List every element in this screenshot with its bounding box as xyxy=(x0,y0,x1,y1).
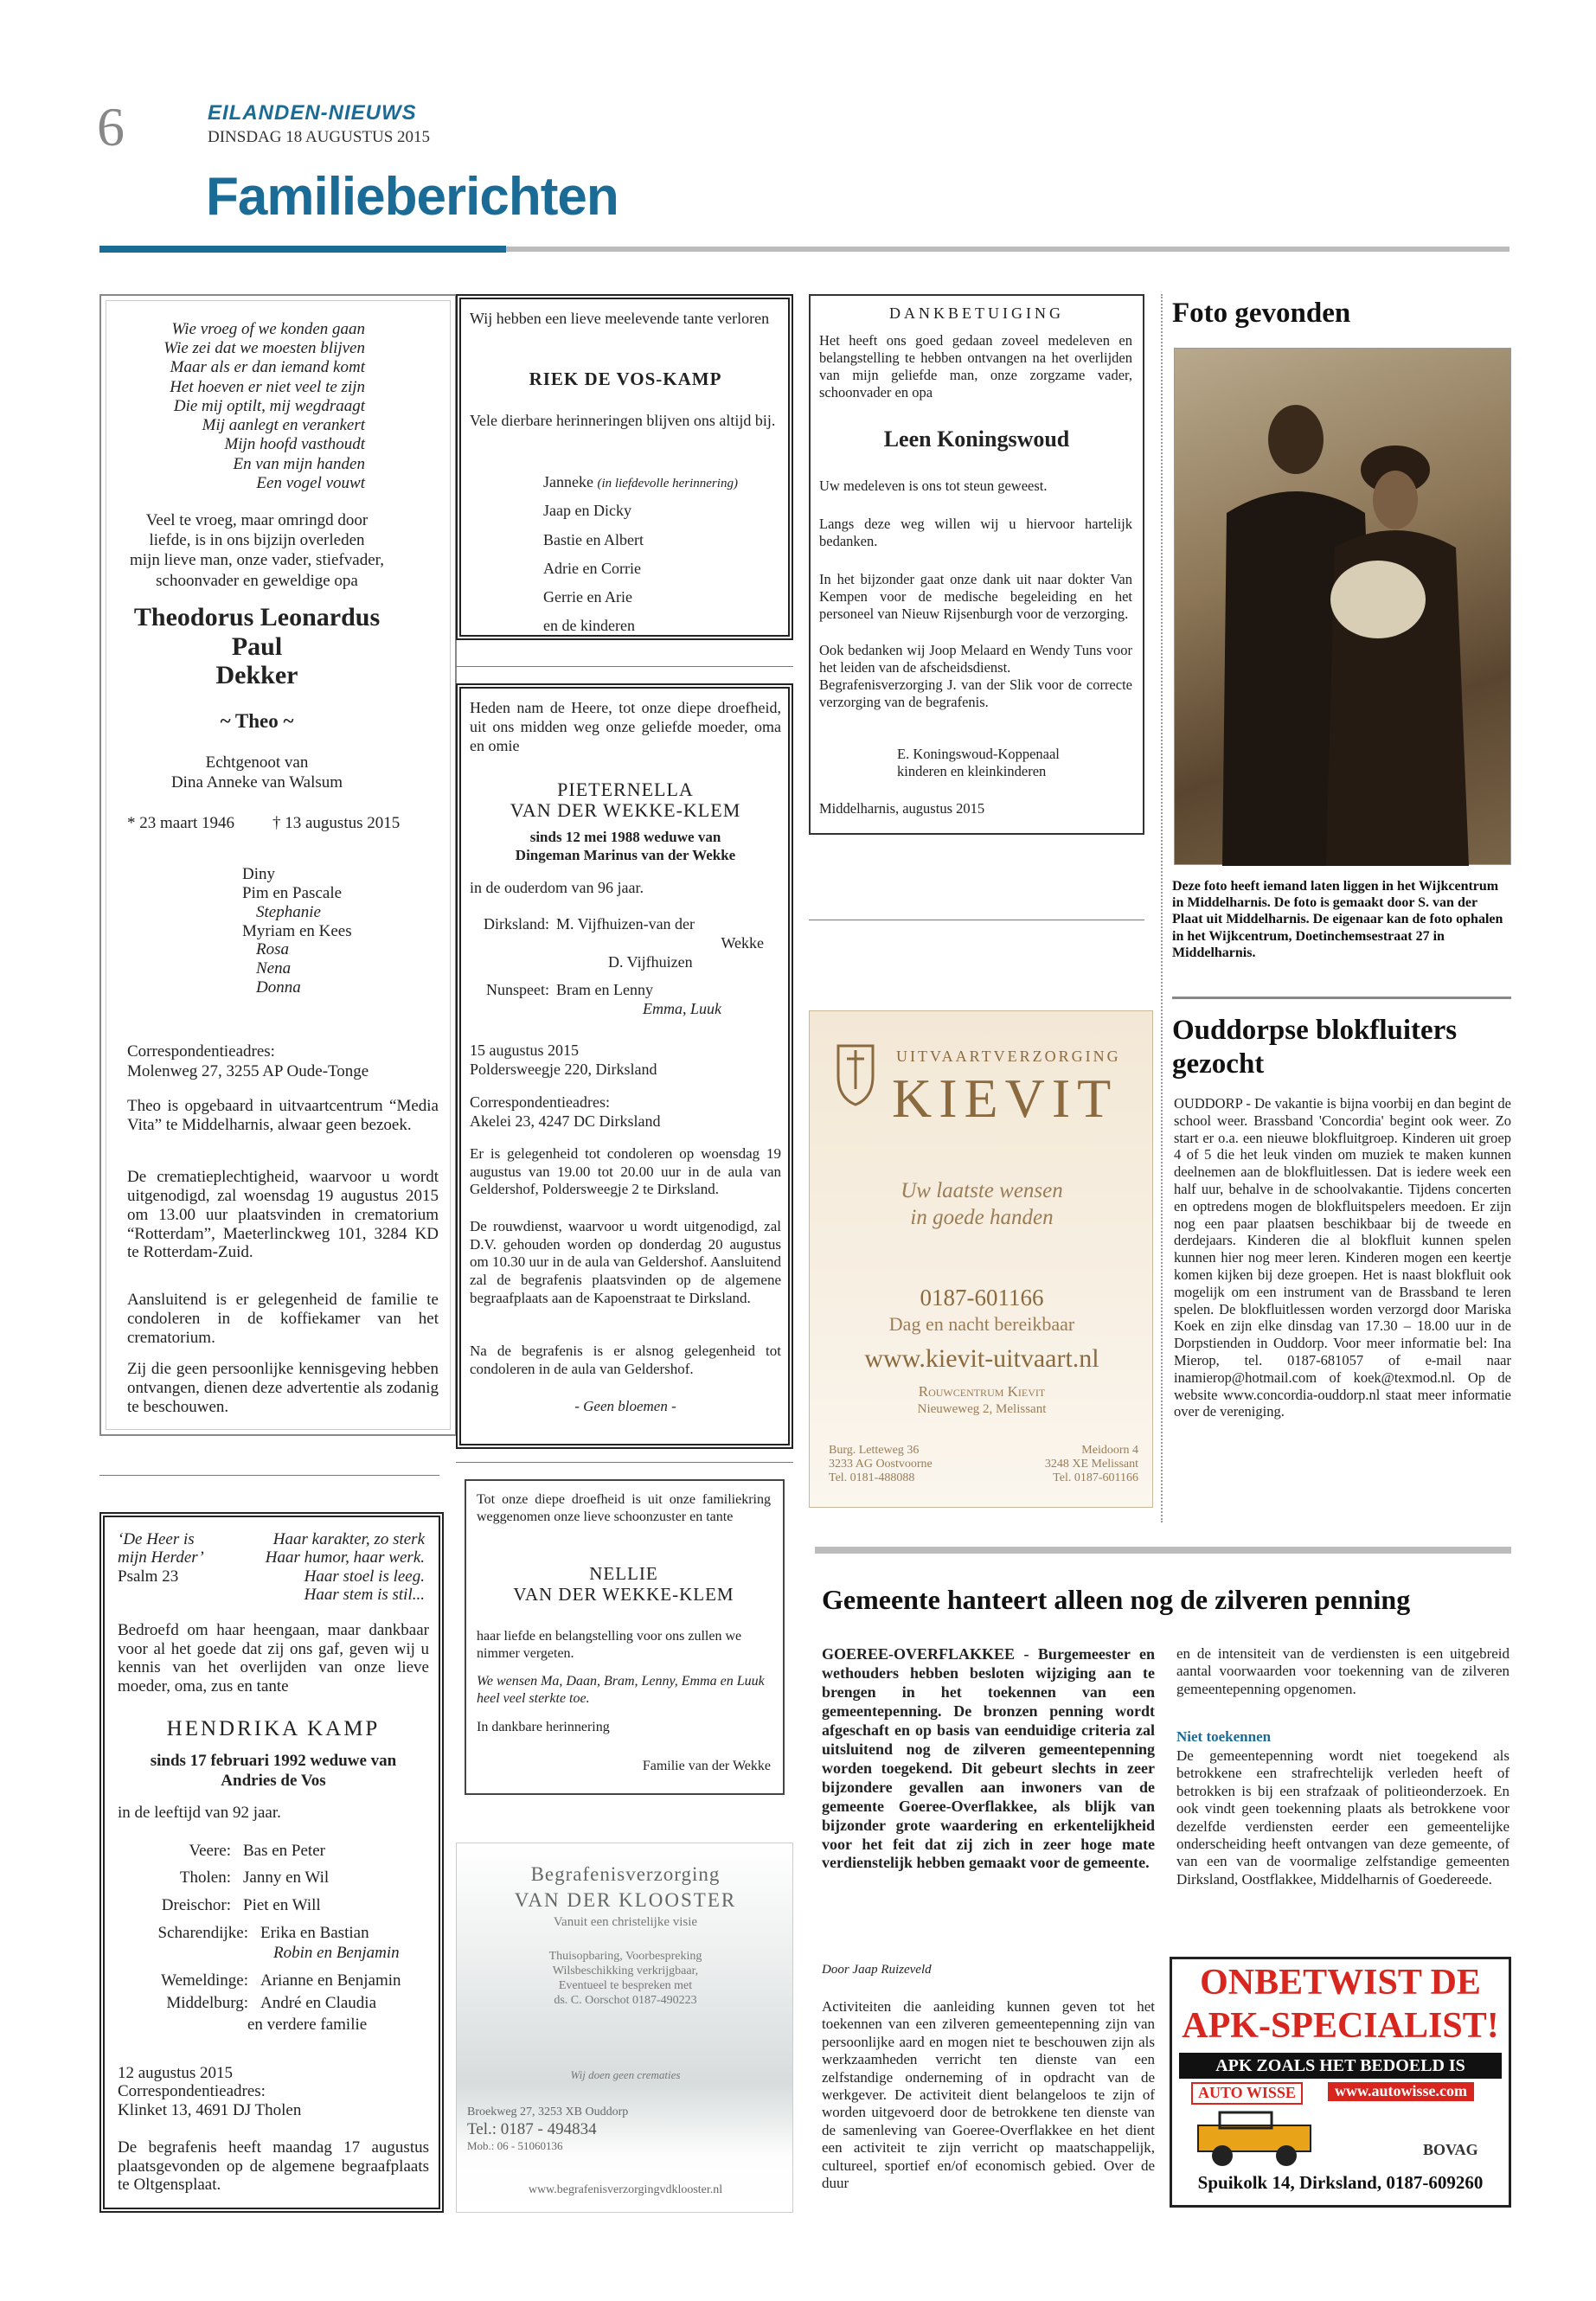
family-list: Diny Pim en Pascale Stephanie Myriam en Kees Rosa Nena Donna xyxy=(242,865,352,997)
place-date: Middelharnis, augustus 2015 xyxy=(819,800,985,817)
masthead-logo: EILANDEN-NIEUWS xyxy=(208,101,417,125)
found-photo xyxy=(1174,348,1511,865)
obituary-pieternella xyxy=(456,683,793,1449)
text-support: Uw medeleven is ons tot steun geweest. xyxy=(819,478,1048,494)
birth-date: * 23 maart 1946 xyxy=(127,814,235,832)
ad-line2: VAN DER KLOOSTER xyxy=(514,1889,737,1911)
ad-address-left: Burg. Letteweg 36 3233 AG Oostvoorne Tel. 0181-488088 xyxy=(829,1444,933,1485)
text-cremation: De crematieplechtigheid, waarvoor u wordt uitgenodigd, zal woensdag 19 augustus 2015 om 13.00 uur plaatsvinden in crematorium “Rotterdam”, Maeterlinckweg 101, 3284 KD te Rotterdam-Zuid. xyxy=(127,1168,439,1262)
ad-bar: APK ZOALS HET BEDOELD IS xyxy=(1179,2053,1502,2079)
obituary-kamp xyxy=(99,1512,444,2213)
ad-availability: Dag en nacht bereikbaar xyxy=(888,1313,1075,1335)
thank-you-notice xyxy=(809,294,1144,835)
photo-caption: Deze foto heeft iemand laten liggen in het Wijkcentrum in Middelharnis. De foto is gemaakt door S. van der Plaat uit Middelharnis. De eigenaar kan de foto ophalen in het Wijkcentrum, Doetinchemsestraat 27 in Middelharnis. xyxy=(1172,879,1503,960)
no-flowers: - Geen bloemen - xyxy=(574,1398,676,1414)
text-notice: Zij die geen persoonlijke kennisgeving hebben ontvangen, dienen deze advertentie als zodanig te beschouwen. xyxy=(127,1360,439,1416)
after-funeral: Na de begrafenis is er alsnog gelegenheid tot condoleren in de aula van Geldershof. xyxy=(470,1343,781,1377)
ad-rouwcentrum: Rouwcentrum Kievit Nieuweweg 2, Melissant xyxy=(917,1383,1047,1416)
issue-date: DINSDAG 18 AUGUSTUS 2015 xyxy=(208,128,431,146)
divider xyxy=(1172,997,1511,999)
section-title: Familieberichten xyxy=(206,167,619,227)
deceased-name: NELLIE VAN DER WEKKE-KLEM xyxy=(513,1563,734,1606)
ad-brand: AUTO WISSE xyxy=(1191,2082,1303,2105)
article-lead: GOEREE-OVERFLAKKEE - Burgemeester en wethouders hebben besloten wijziging aan te brengen in het toekennen van een gemeentepenning. De bronzen penning wordt afgeschaft en op basis van eenduidige criteria zal uitsluitend nog de zilveren gemeentepenning worden toegekend. Dit gebeurt slechts in zeer bijzondere gevallen aan inwoners van de gemeente Goeree-Overflakkee, als blijk van bijzonder grote waardering en erkentelijkheid voor het feit dat zij zich in zeer hoge mate verdienstelijk hebben gemaakt voor de gemeente. xyxy=(822,1645,1155,1872)
deceased-name: RIEK DE VOS-KAMP xyxy=(529,369,722,389)
obituary-dekker xyxy=(99,294,457,1436)
text-service: Ook bedanken wij Joop Melaard en Wendy Tuns voor het leiden van de afscheidsdienst. xyxy=(819,642,1132,676)
ad-line2: APK-SPECIALIST! xyxy=(1182,2006,1499,2046)
deceased-name: Theodorus Leonardus Paul Dekker xyxy=(133,603,381,690)
text-thanks: Langs deze weg willen wij u hiervoor hartelijk bedanken. xyxy=(819,516,1132,550)
ad-auto-wisse xyxy=(1170,1957,1511,2208)
widow-of: sinds 17 februari 1992 weduwe van Andries de Vos xyxy=(150,1752,397,1791)
ad-website: www.begrafenisverzorgingvdklooster.nl xyxy=(528,2183,723,2196)
ad-services: Thuisopbaring, Voorbespreking Wilsbeschikking verkrijgbaar, Eventueel te bespreken met ds. C. Oorschot 0187-490223 xyxy=(548,1950,702,2008)
ad-line1: Begrafenisverzorging xyxy=(530,1863,721,1885)
obituary-nellie xyxy=(465,1479,785,1795)
bovag-logo: BOVAG xyxy=(1423,2141,1478,2158)
funeral-note: De begrafenis heeft maandag 17 augustus plaatsgevonden op de algemene begraafplaats te Oltgensplaat. xyxy=(118,2138,429,2195)
ad-line1: ONBETWIST DE xyxy=(1200,1963,1481,2003)
subheading: Niet toekennen xyxy=(1176,1728,1272,1745)
deceased-name: PIETERNELLA VAN DER WEKKE-KLEM xyxy=(510,779,741,822)
correspondence: Correspondentieadres: Molenweg 27, 3255 AP Oude-Tonge xyxy=(127,1042,369,1081)
kievit-crest-icon xyxy=(834,1037,877,1106)
article-title-penning: Gemeente hanteert alleen nog de zilveren penning xyxy=(822,1584,1411,1615)
age: in de leeftijd van 92 jaar. xyxy=(118,1804,281,1822)
text-funeral: Begrafenisverzorging J. van der Slik voor de correcte verzorging van de begrafenis. xyxy=(819,676,1132,711)
intro: Bedroefd om haar heengaan, maar dankbaar voor al het goede dat zij ons gaf, geven wij u kennis van het overlijden van onze lieve moeder, oma, zus en tante xyxy=(118,1621,429,1695)
article-title-foto: Foto gevonden xyxy=(1172,298,1351,329)
signature: E. Koningswoud-Koppenaal kinderen en kleinkinderen xyxy=(897,746,1060,780)
deceased-name: Leen Koningswoud xyxy=(883,426,1070,452)
quote-right: Haar karakter, zo sterk Haar humor, haar werk. Haar stoel is leeg. Haar stem is stil... xyxy=(265,1530,425,1604)
divider xyxy=(456,1462,793,1463)
memory: Vele dierbare herinneringen blijven ons altijd bij. xyxy=(470,412,776,429)
service: De rouwdienst, waarvoor u wordt uitgenodigd, zal D.V. gehouden worden op donderdag 20 augustus om 10.30 uur in de aula van Geldershof. Aansluitend zal de begrafenis plaatsvinden op de algemene begraafplaats aan de Kapoenstraat te Dirksland. xyxy=(470,1218,781,1306)
divider xyxy=(815,1547,1511,1554)
death-date: † 13 augustus 2015 xyxy=(272,814,401,832)
article-body-blokfluit: OUDDORP - De vakantie is bijna voorbij en dan begint de school weer. Brassband 'Concordia' begint ook weer. Zo start er o.a. een nieuwe blokfluitgroep. Kinderen uit groep 4 of 5 die het leuk vinden om muziek te maken kunnen deelnemen aan de blokfluitlessen. Dat is iedere week een half uur, behalve in de schoolvakantie. Tijdens concerten en optredens mogen de blokfluitspelers meedoen. Er zijn nog een paar plaatsen beschikbaar bij de tweede en derdejaars. Kinderen die al blokfluit kunnen spelen kunnen hier nog meer leren. Kinderen mogen een keertje komen kijken bij deze groepen. Het is naast blokfluit ook mogelijk om een instrument van de Brassband te leren spelen. De blokfluitlessen worden verzorgd door Mariska Koek en zijn elke dinsdag van 17.30 – 18.00 uur in de Dorpstienden in Ouddorp. Voor meer informatie bel: Ina Mierop, tel. 0187-681057 of e-mail naar inamierop@hotmail.com of koek@texmod.nl. Op de website www.concordia-ouddorp.nl staat meer informatie over de vereniging. xyxy=(1174,1095,1511,1420)
widow-of: sinds 12 mei 1988 weduwe van Dingeman Marinus van der Wekke xyxy=(515,829,736,863)
ad-top: UITVAARTVERZORGING xyxy=(896,1048,1121,1065)
text-love: haar liefde en belangstelling voor ons zullen we nimmer vergeten. xyxy=(477,1629,742,1661)
family-table: Veere: Bas en Peter Tholen: Janny en Wil Dreischor: Piet en Will Scharendijke: Erika en Bastian Robin en Benjamin Wemeldinge: Arianne en Benjamin Middelburg: André en Claudia en verdere familie xyxy=(157,1842,401,2034)
condolence: Er is gelegenheid tot condoleren op woensdag 19 augustus van 19.00 tot 20.00 uur in de aula van Geldershof, Poldersweegje 2 te Dirksland. xyxy=(470,1145,781,1198)
section-rule xyxy=(99,246,506,253)
ad-address-right: Meidoorn 4 3248 XE Melissant Tel. 0187-601166 xyxy=(1044,1444,1138,1485)
intro: Tot onze diepe droefheid is uit onze familiekring weggenomen onze lieve schoonzuster en tante xyxy=(477,1492,771,1524)
signature: Familie van der Wekke xyxy=(642,1759,771,1773)
age: in de ouderdom van 96 jaar. xyxy=(470,879,644,896)
page-number: 6 xyxy=(97,96,125,157)
text-doctor: In het bijzonder gaat onze dank uit naar dokter Van Kempen voor de medische begeleiding en het personeel van Nieuw Rijsenburgh voor de verzorging. xyxy=(819,571,1132,623)
intro: Wij hebben een lieve meelevende tante verloren xyxy=(470,310,770,327)
ad-name: KIEVIT xyxy=(892,1067,1118,1129)
date-address: 15 augustus 2015 Poldersweegje 220, Dirksland xyxy=(470,1042,657,1078)
article-body-3: De gemeentepenning wordt niet toegekend als betrokkene een strafrechtelijk verleden heeft of betrokken is bij een strafzaak of politieonderzoek. En ook vindt geen toekenning plaats als betrokkene voor dezelfde verdiensten eerder een gemeentelijke onderscheiding heeft ontvangen van deze gemeente, of van een van de voormalige zelfstandige gemeenten Dirksland, Oostflakkee, Middelharnis of Goedereede. xyxy=(1176,1747,1509,1888)
text-lying-in-state: Theo is opgebaard in uitvaartcentrum “Media Vita” te Middelharnis, alwaar geen bezoek. xyxy=(127,1097,439,1134)
divider xyxy=(99,1475,439,1476)
obituary-riek xyxy=(456,294,793,640)
ad-phone: 0187-601166 xyxy=(920,1285,1044,1311)
header-rule xyxy=(506,247,1509,252)
text-memory: In dankbare herinnering xyxy=(477,1720,610,1734)
date-and-address: 12 augustus 2015 Correspondentieadres: Klinket 13, 4691 DJ Tholen xyxy=(118,2064,302,2119)
heading: DANKBETUIGING xyxy=(889,304,1064,322)
ad-no-cremation: Wij doen geen crematies xyxy=(570,2068,681,2081)
ad-address: Spuikolk 14, Dirksland, 0187-609260 xyxy=(1197,2172,1484,2193)
intro: Het heeft ons goed gedaan zoveel medeleven en belangstelling te hebben ontvangen na het overlijden van mijn geliefde man, onze zorgzame vader, schoonvader en opa xyxy=(819,332,1132,401)
ad-kievit xyxy=(809,1010,1153,1508)
article-body-1: Activiteiten die aanleiding kunnen geven tot het toekennen van een zilveren gemeentepenning zijn van persoonlijke aard en mogen niet te beschouwen zijn als werkzaamheden verricht ten dienste van een zelfstandige onderneming of in opdracht van de werkgever. De activiteit dient belangeloos te zijn of worden uitgevoerd door de betrokkene ten dienste van de samenleving van Goeree-Overflakkee en het dient een activiteit te zijn verricht op maatschappelijk, cultureel, sportief en/of economisch gebied. Over de duur xyxy=(822,1998,1155,2191)
text-wishes: We wensen Ma, Daan, Bram, Lenny, Emma en Luuk heel veel sterkte toe. xyxy=(477,1674,765,1706)
article-body-2: en de intensiteit van de verdiensten is een uitgebreid aantal voorwaarden voor toekenning van de zilveren gemeentepenning opgenomen. xyxy=(1176,1645,1509,1697)
nickname: ~ Theo ~ xyxy=(220,710,294,732)
jeep-icon xyxy=(1189,2108,1319,2169)
names: Janneke (in liefdevolle herinnering) Jaap en Dicky Bastie en Albert Adrie en Corrie Gerrie en Arie en de kinderen xyxy=(543,473,738,635)
article-title-blokfluit: Ouddorpse blokfluiters gezocht xyxy=(1172,1015,1458,1080)
byline: Door Jaap Ruizeveld xyxy=(822,1963,932,1977)
deceased-name: HENDRIKA KAMP xyxy=(166,1717,381,1740)
poem: Wie vroeg of we konden gaan Wie zei dat we moesten blijven Maar als er dan iemand komt Het hoeven er niet veel te zijn Die mij optilt, mij wegdraagt Mij aanlegt en verankert Mijn hoofd vasthoudt En van mijn handen Een vogel vouwt xyxy=(163,320,365,492)
divider xyxy=(456,666,793,667)
ad-address: Broekweg 27, 3253 XB Ouddorp Tel.: 0187 - 494834 Mob.: 06 - 51060136 xyxy=(467,2106,629,2153)
column-divider xyxy=(1161,294,1163,1522)
ad-website: www.kievit-uitvaart.nl xyxy=(864,1344,1099,1373)
quote-left: ‘De Heer is mijn Herder’ Psalm 23 xyxy=(118,1530,204,1586)
spouse: Echtgenoot van Dina Anneke van Walsum xyxy=(170,753,343,792)
intro: Veel te vroeg, maar omringd door liefde, is in ons bijzijn overleden mijn lieve man, onze vader, stiefvader, schoonvader en geweldige opa xyxy=(130,511,384,590)
intro: Heden nam de Heere, tot onze diepe droefheid, uit ons midden weg onze geliefde moeder, oma en omie xyxy=(470,699,781,754)
ad-slogan: Uw laatste wensen in goede handen xyxy=(901,1179,1063,1230)
ad-website: www.autowisse.com xyxy=(1328,2082,1474,2101)
correspondence: Correspondentieadres: Akelei 23, 4247 DC Dirksland xyxy=(470,1093,661,1130)
ad-van-der-klooster xyxy=(456,1843,793,2213)
text-condolence: Aansluitend is er gelegenheid de familie te condoleren in de koffiekamer van het crematorium. xyxy=(127,1291,439,1347)
ad-line3: Vanuit een christelijke visie xyxy=(553,1915,698,1929)
family: Dirksland: M. Vijfhuizen-van der Wekke D. Vijfhuizen Nunspeet: Bram en Lenny Emma, Luuk xyxy=(484,915,764,1017)
